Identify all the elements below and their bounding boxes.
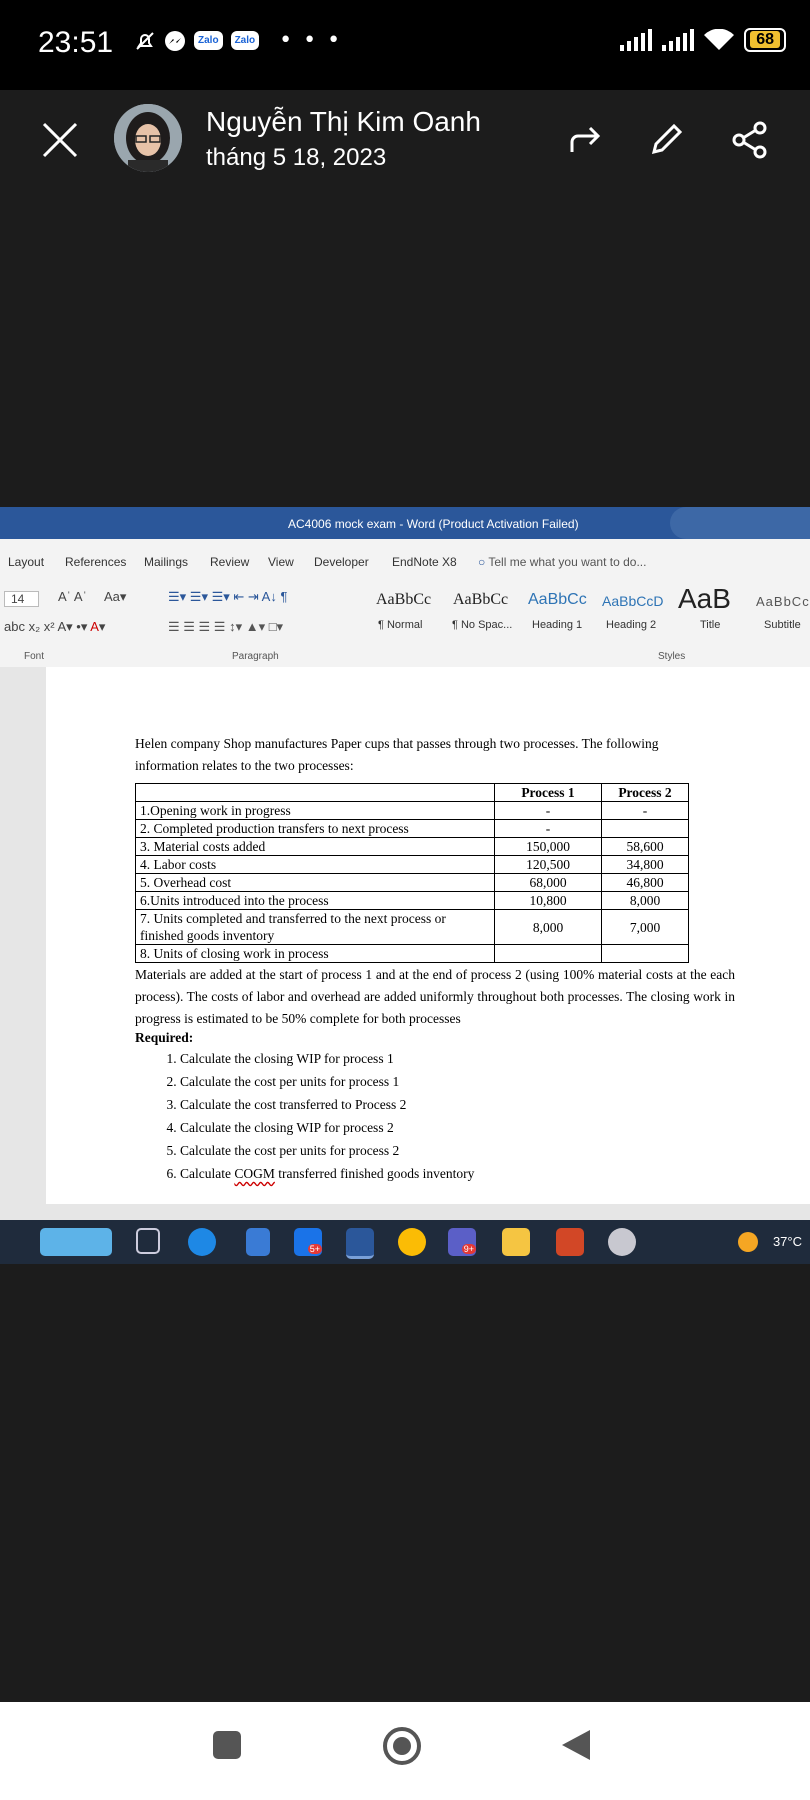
table-row: [136, 856, 689, 874]
description-paragraph: Materials are added at the start of process 1 and at the end of process 2 (using 100% material costs at the each process). The costs of labor and overhead are added uniformly throughout both processes. The closing work in progress is estimated to be 50% complete for both processes: [135, 967, 735, 1026]
styles-group-label: Styles: [658, 651, 686, 662]
zalo-icon: Zalo: [231, 31, 260, 50]
edge-icon[interactable]: [188, 1228, 216, 1256]
tell-me-text: Tell me what you want to do...: [488, 555, 647, 569]
style-heading2-label: Heading 2: [606, 619, 657, 631]
paragraph-group-label: Paragraph: [232, 651, 279, 662]
battery-level: 68: [750, 31, 780, 48]
intro-paragraph: Helen company Shop manufactures Paper cups that passes through two processes. The following information relates to the two processes:: [135, 736, 659, 773]
lightbulb-icon: ○: [478, 555, 486, 569]
status-bar: [0, 0, 810, 90]
tab-developer[interactable]: Developer: [314, 555, 369, 569]
snipping-icon[interactable]: [608, 1228, 636, 1256]
bell-off-icon: [134, 30, 156, 52]
process-table: [135, 783, 689, 963]
table-cell: -: [495, 820, 602, 838]
table-cell: 1.Opening work in progress: [136, 802, 495, 820]
chrome-icon[interactable]: [398, 1228, 426, 1256]
viewer-header: [0, 90, 810, 200]
table-header: [136, 784, 495, 802]
style-heading1-label: Heading 1: [532, 619, 583, 631]
tab-view[interactable]: View: [268, 555, 294, 569]
temperature: 37°C: [772, 1234, 802, 1249]
list-item: 5. Calculate the cost per units for process 2: [180, 1139, 474, 1162]
messenger-icon: [164, 30, 186, 52]
word-title-bar: [0, 507, 810, 539]
powerpoint-icon[interactable]: [556, 1228, 584, 1256]
wifi-icon: [704, 29, 734, 51]
table-cell: [602, 945, 689, 963]
edit-pencil-icon[interactable]: [646, 120, 686, 160]
widgets-icon[interactable]: [40, 1228, 112, 1256]
badge: 5+: [309, 1244, 320, 1254]
style-title-sample[interactable]: AaB: [678, 583, 731, 614]
req6-text: Calculate: [180, 1166, 235, 1181]
table-cell: [602, 820, 689, 838]
table-row: [136, 945, 689, 963]
table-cell: 8. Units of closing work in process: [136, 945, 495, 963]
table-cell: 68,000: [495, 874, 602, 892]
table-header: Process 2: [602, 784, 689, 802]
table-cell: 8,000: [602, 892, 689, 910]
style-subtitle-sample[interactable]: AaBbCc: [756, 594, 810, 609]
share-arrow-icon[interactable]: [566, 120, 606, 160]
table-cell: 5. Overhead cost: [136, 874, 495, 892]
table-cell: 7. Units completed and transferred to the next process or finished goods inventory: [136, 910, 495, 945]
document-area: [0, 667, 810, 1204]
avatar-image: [114, 104, 182, 172]
more-notifications: • • •: [279, 28, 343, 53]
style-subtitle-label: Subtitle: [764, 619, 801, 631]
style-normal-label: ¶ Normal: [378, 619, 423, 631]
ribbon-tabs: [0, 539, 810, 583]
table-header: Process 1: [495, 784, 602, 802]
style-title-label: Title: [700, 619, 721, 631]
close-icon[interactable]: [40, 120, 80, 160]
tab-references[interactable]: References: [65, 555, 127, 569]
signal-icon: [620, 29, 652, 51]
table-row: [136, 892, 689, 910]
scroll-gutter: [0, 1204, 810, 1220]
required-heading: Required:: [135, 1030, 194, 1045]
table-cell: 8,000: [495, 910, 602, 945]
tab-layout[interactable]: Layout: [8, 555, 45, 569]
table-cell: 3. Material costs added: [136, 838, 495, 856]
system-icons: [620, 28, 786, 52]
table-cell: 46,800: [602, 874, 689, 892]
format-icons[interactable]: abc x₂ x² A▾ •▾ A▾: [4, 619, 106, 634]
style-heading2-sample[interactable]: AaBbCcD: [602, 593, 664, 609]
table-cell: -: [602, 802, 689, 820]
badge: 9+: [463, 1244, 474, 1254]
task-view-icon[interactable]: [136, 1228, 160, 1254]
ribbon: [0, 583, 810, 668]
signal-icon: [662, 29, 694, 51]
list-item: 3. Calculate the cost transferred to Process 2: [180, 1093, 474, 1116]
message-date: tháng 5 18, 2023: [206, 144, 387, 171]
photo-content[interactable]: [0, 507, 810, 1264]
table-cell: 10,800: [495, 892, 602, 910]
change-case-icon[interactable]: Aa▾: [104, 589, 127, 604]
table-cell: 150,000: [495, 838, 602, 856]
requirements-list: [158, 1047, 474, 1185]
table-row: [136, 910, 689, 945]
tab-mailings[interactable]: Mailings: [144, 555, 189, 569]
list-item: 1. Calculate the closing WIP for process 1: [180, 1047, 474, 1070]
battery-icon: [744, 28, 786, 52]
table-row: [136, 874, 689, 892]
avatar[interactable]: [114, 104, 182, 172]
grow-font-icon[interactable]: Aˈ Aˈ: [58, 589, 87, 604]
table-cell: 6.Units introduced into the process: [136, 892, 495, 910]
list-icons[interactable]: ☰▾ ☰▾ ☰▾ ⇤ ⇥ A↓ ¶: [168, 589, 288, 604]
document-page[interactable]: [46, 667, 810, 1204]
table-cell: 7,000: [602, 910, 689, 945]
zalo-icon: Zalo: [194, 31, 223, 50]
font-size-box[interactable]: 14: [4, 591, 39, 607]
req6-text-end: transferred finished goods inventory: [274, 1166, 475, 1181]
word-icon[interactable]: [346, 1228, 374, 1259]
tab-endnote[interactable]: EndNote X8: [392, 555, 457, 569]
style-nospacing-sample[interactable]: AaBbCc: [453, 591, 509, 608]
table-cell: [495, 945, 602, 963]
style-heading1-sample[interactable]: AaBbCc: [528, 591, 587, 608]
style-nospacing-label: ¶ No Spac...: [452, 619, 513, 631]
tell-me-search[interactable]: [478, 555, 646, 569]
android-nav-bar: [0, 1702, 810, 1800]
table-cell: 58,600: [602, 838, 689, 856]
weather-icon: [738, 1232, 758, 1252]
align-icons[interactable]: ☰ ☰ ☰ ☰ ↕▾ ▲▾ □▾: [168, 619, 284, 634]
table-row: [136, 820, 689, 838]
teams-icon[interactable]: [448, 1228, 476, 1256]
windows-taskbar: [0, 1220, 810, 1264]
table-row: [136, 838, 689, 856]
back-icon[interactable]: [560, 1728, 592, 1762]
cogm-misspelled: COGM: [234, 1166, 275, 1181]
share-icon[interactable]: [730, 120, 770, 160]
table-cell: -: [495, 802, 602, 820]
table-header-row: [136, 784, 689, 802]
clock: 23:51: [38, 26, 114, 59]
list-item: 4. Calculate the closing WIP for process 2: [180, 1116, 474, 1139]
recents-icon[interactable]: [212, 1730, 242, 1760]
list-item: 2. Calculate the cost per units for process 1: [180, 1070, 474, 1093]
computer-icon[interactable]: [246, 1228, 270, 1256]
tab-review[interactable]: Review: [210, 555, 250, 569]
style-normal-sample[interactable]: AaBbCc: [376, 591, 432, 608]
file-explorer-icon[interactable]: [502, 1228, 530, 1256]
table-cell: 2. Completed production transfers to next process: [136, 820, 495, 838]
table-row: [136, 802, 689, 820]
table-cell: 120,500: [495, 856, 602, 874]
sender-name: Nguyễn Thị Kim Oanh: [206, 106, 481, 137]
notification-icons: [134, 28, 342, 53]
home-icon[interactable]: [382, 1726, 422, 1766]
table-cell: 4. Labor costs: [136, 856, 495, 874]
list-item: [180, 1162, 474, 1185]
table-cell: 34,800: [602, 856, 689, 874]
window-title: AC4006 mock exam - Word (Product Activation Failed): [288, 517, 579, 531]
font-group-label: Font: [24, 651, 45, 662]
zalo-taskbar-icon[interactable]: [294, 1228, 322, 1256]
